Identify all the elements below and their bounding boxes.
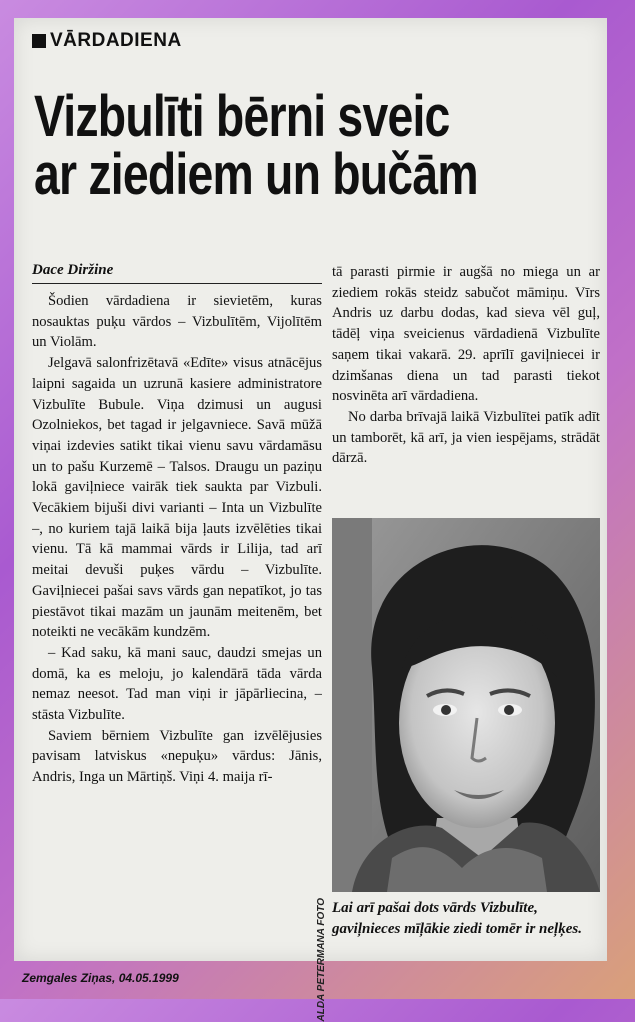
section-label <box>32 30 182 52</box>
source-citation: Zemgales Ziņas, 04.05.1999 <box>22 971 179 985</box>
portrait-photo <box>332 518 600 892</box>
byline: Dace Diržine <box>32 262 322 284</box>
headline-line-2: ar ziediem un bučām <box>34 142 478 207</box>
paragraph: Šodien vārdadiena ir sievietēm, kuras nosauktas puķu vārdos – Vizbulītēm, Vijolītēm un Violām. <box>32 293 322 351</box>
photo-credit: ALDA PETERMANA FOTO <box>316 898 327 1022</box>
photo-caption: Lai arī pašai dots vārds Vizbulīte, gaviļnieces mīļākie ziedi tomēr ir neļķes. <box>332 900 582 937</box>
portrait-illustration <box>332 518 600 892</box>
section-label-text: VĀRDADIENA <box>50 30 182 51</box>
headline-line-1: Vizbulīti bērni sveic <box>34 84 450 149</box>
paragraph: No darba brīvajā laikā Vizbulītei patīk adīt un tamborēt, kā arī, ja vien iespējams, strādāt dārzā. <box>332 408 600 467</box>
paragraph: Saviem bērniem Vizbulīte gan izvēlējusies pavisam latviskus «nepuķu» vārdus: Jānis, Andris, Inga un Mārtiņš. Viņi 4. maija rī- <box>32 727 322 786</box>
article-column-1 <box>32 291 322 961</box>
paragraph: tā parasti pirmie ir augšā no miega un ar ziediem rokās steidz sabučot māmiņu. Vīrs Andris uz darbu dodas, kad sieva vēl guļ, tādēļ viņa sveicienus vārdadienā Vizbulīte saņem tikai vakarā. 29. aprīlī gaviļniecei ir dzimšanas diena un tad parasti tiekot nosvinēta arī vārdadiena. <box>332 264 600 405</box>
paragraph: Jelgavā salonfrizētavā «Edīte» visus atnācējus laipni sagaida un uzrunā kasiere administratore Vizbulīte Bubule. Viņa dzimusi un augusi Ozolniekos, bet tagad ir jelgavniece. Savā mūžā viņai izdevies satikt tikai vienu savu vārdamāsu un to pašu Kurzemē – Talsos. Draugu un paziņu lokā gaviļniece vairāk tiek saukta par Vizbuli. Vecākiem bijuši divi varianti – Inta un Vizbulīte –, no kuriem tajā laikā bija ļauts izvēlēties tikai vienu. Tā kā mammai vārds ir Lilija, tad arī meitai devuši puķes vārdu – Vizbulīte. Gaviļniecei pašai savs vārds gan nepatīkot, jo tas piestāvot tikai mazām un jaunām meitenēm, bet noteikti ne vecākām kundzēm. <box>32 355 322 641</box>
section-square-icon <box>32 34 46 48</box>
article-column-2 <box>332 262 600 532</box>
headline <box>34 84 482 207</box>
paragraph: – Kad saku, kā mani sauc, daudzi smejas un domā, ka es meloju, jo kalendārā tāda vārda nemaz neesot. Tad man viņi ir jāpārliecina, – stāsta Vizbulīte. <box>32 644 322 724</box>
